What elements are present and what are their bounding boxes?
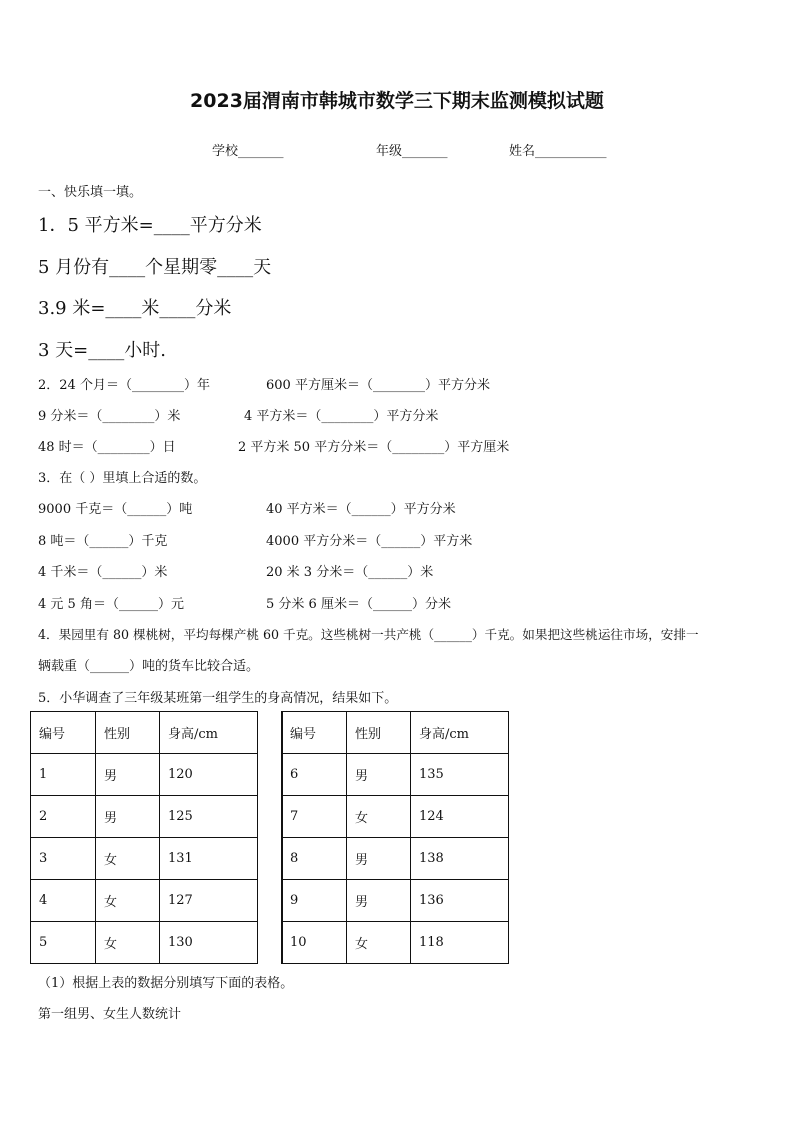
page-title: 2023届渭南市韩城市数学三下期末监测模拟试题 [190,90,604,112]
height-table-right [281,711,509,964]
question-2-item: 9 分米＝（________）米 [38,409,181,424]
table-cell: 130 [160,922,258,964]
height-table-left [30,711,258,964]
table-header-row [31,712,258,754]
column-header: 身高/cm [411,712,509,754]
table-row [282,922,509,964]
table-header-row [282,712,509,754]
column-header: 性别 [347,712,411,754]
table-cell: 124 [411,796,509,838]
table-cell: 女 [96,838,160,880]
table-row [31,754,258,796]
table-cell: 3 [31,838,96,880]
question-3-item: 9000 千克＝（______）吨 [38,502,193,517]
grade-field: 年级_______ [376,144,448,159]
question-1-line-2: 5 月份有____个星期零____天 [38,257,272,278]
table-cell: 9 [282,880,347,922]
table-cell: 118 [411,922,509,964]
table-cell: 120 [160,754,258,796]
table-row [282,838,509,880]
statistics-table-title: 第一组男、女生人数统计 [38,1007,182,1022]
table-cell: 1 [31,754,96,796]
table-row [31,922,258,964]
table-cell: 125 [160,796,258,838]
table-row [282,796,509,838]
table-cell: 8 [282,838,347,880]
school-field: 学校_______ [212,144,284,159]
question-4-line-2: 辆载重（______）吨的货车比较合适。 [38,659,260,674]
table-cell: 男 [96,754,160,796]
table-gap [257,711,283,963]
question-2-item: 48 时＝（________）日 [38,440,176,455]
table-cell: 女 [96,880,160,922]
section-heading: 一、快乐填一填。 [38,185,143,200]
table-cell: 131 [160,838,258,880]
table-cell: 135 [411,754,509,796]
column-header: 身高/cm [160,712,258,754]
table-cell: 2 [31,796,96,838]
question-3-item: 8 吨＝（______）千克 [38,534,168,549]
column-header: 编号 [31,712,96,754]
table-cell: 5 [31,922,96,964]
table-cell: 男 [96,796,160,838]
column-header: 编号 [282,712,347,754]
table-cell: 10 [282,922,347,964]
table-cell: 女 [347,922,411,964]
question-2-item: 2．24 个月＝（________）年 [38,378,210,393]
sub-question-1: （1）根据上表的数据分别填写下面的表格。 [38,976,294,991]
question-3-item: 20 米 3 分米＝（______）米 [266,565,434,580]
table-row [282,880,509,922]
table-cell: 138 [411,838,509,880]
question-3-item: 4 千米＝（______）米 [38,565,168,580]
question-1-line-4: 3 天=____小时. [38,340,166,361]
question-3-intro: 3．在（ ）里填上合适的数。 [38,471,207,486]
question-2-item: 600 平方厘米＝（________）平方分米 [266,378,490,393]
table-cell: 女 [347,796,411,838]
table-cell: 136 [411,880,509,922]
table-cell: 男 [347,880,411,922]
question-5-intro: 5．小华调查了三年级某班第一组学生的身高情况，结果如下。 [38,691,398,706]
column-header: 性别 [96,712,160,754]
question-4-line-1: 4．果园里有 80 棵桃树，平均每棵产桃 60 千克。这些桃树一共产桃（______）千克。如果把这些桃运往市场，安排一 [38,627,699,642]
table-cell: 男 [347,838,411,880]
table-row [31,796,258,838]
table-cell: 127 [160,880,258,922]
question-2-item: 2 平方米 50 平方分米＝（________）平方厘米 [238,440,510,455]
question-3-item: 4000 平方分米＝（______）平方米 [266,534,473,549]
question-2-item: 4 平方米＝（________）平方分米 [244,409,439,424]
table-cell: 6 [282,754,347,796]
name-field: 姓名___________ [509,144,607,159]
table-cell: 男 [347,754,411,796]
question-3-item: 5 分米 6 厘米＝（______）分米 [266,597,451,612]
table-cell: 4 [31,880,96,922]
question-3-item: 40 平方米＝（______）平方分米 [266,502,456,517]
table-cell: 女 [96,922,160,964]
table-row [31,838,258,880]
table-cell: 7 [282,796,347,838]
question-1-line-1: 1．5 平方米=____平方分米 [38,215,262,236]
table-row [282,754,509,796]
question-1-line-3: 3.9 米=____米____分米 [38,298,232,319]
question-3-item: 4 元 5 角＝（______）元 [38,597,184,612]
table-row [31,880,258,922]
